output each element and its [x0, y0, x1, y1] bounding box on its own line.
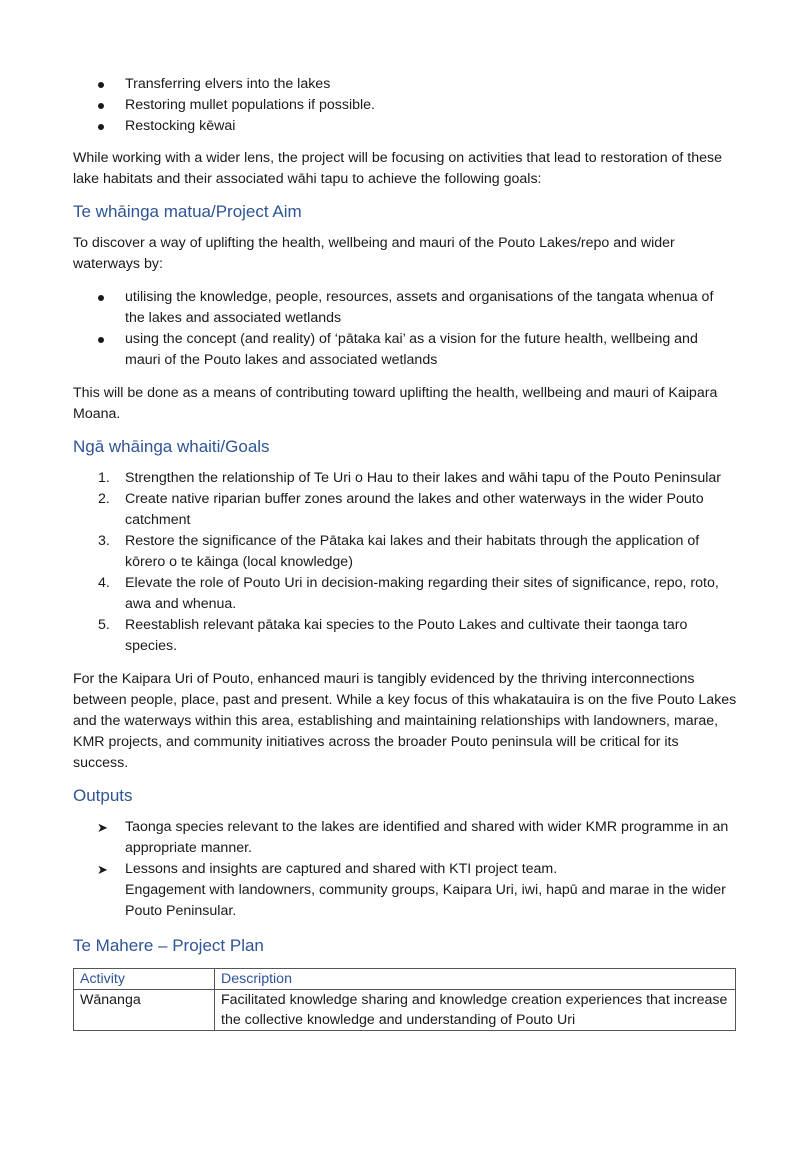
section-heading-plan: Te Mahere – Project Plan [73, 936, 264, 955]
document-body [73, 74, 737, 1031]
arrow-bullet-icon: ➤ [97, 820, 108, 835]
section-heading-goals: Ngā whāinga whaiti/Goals [73, 437, 270, 456]
list-item: ➤ Lessons and insights are captured and shared with KTI project team. Engagement with landowners, community groups, Kaipara Uri, iwi, hapū and marae in the wider Pouto Peninsular. [97, 861, 726, 919]
bullet-icon [98, 82, 104, 88]
intro-paragraph: While working with a wider lens, the project will be focusing on activities that lead to restoration of these lake habitats and their associated wāhi tapu to achieve the following goals: [73, 150, 723, 187]
bullet-icon [98, 295, 104, 301]
list-item: 4. Elevate the role of Pouto Uri in decision-making regarding their sites of significance, repo, roto, awa and whenua. [98, 575, 719, 612]
list-item: 3. Restore the significance of the Pātaka kai lakes and their habitats through the application of kōrero o te kāinga (local knowledge) [98, 533, 700, 570]
column-header-activity: Activity [74, 969, 215, 990]
table-cell: Facilitated knowledge sharing and knowledge creation experiences that increase the collective knowledge and understanding of Pouto Uri [215, 990, 736, 1031]
aim-bullet-list [73, 287, 737, 371]
section-heading-outputs: Outputs [73, 786, 133, 805]
list-item: Restocking kēwai [73, 116, 737, 137]
bullet-icon [98, 337, 104, 343]
table-header-row [74, 969, 736, 990]
list-item: Transferring elvers into the lakes [73, 74, 737, 95]
list-item: ➤ Taonga species relevant to the lakes are identified and shared with wider KMR programme in an appropriate manner. [97, 819, 729, 856]
list-item: 1. Strengthen the relationship of Te Uri o Hau to their lakes and wāhi tapu of the Pouto Peninsular [98, 470, 721, 486]
list-item: utilising the knowledge, people, resources, assets and organisations of the tangata whenua of the lakes and associated wetlands [73, 287, 737, 329]
table-cell: Wānanga [74, 990, 215, 1031]
arrow-bullet-icon: ➤ [97, 862, 108, 877]
table-row [74, 990, 736, 1031]
list-item: 2. Create native riparian buffer zones around the lakes and other waterways in the wider Pouto catchment [98, 491, 704, 528]
aim-paragraph: To discover a way of uplifting the health, wellbeing and mauri of the Pouto Lakes/repo and wider waterways by: [73, 235, 675, 272]
list-item: Restoring mullet populations if possible. [73, 95, 737, 116]
intro-bullet-list [73, 74, 737, 137]
aim-closing-paragraph: This will be done as a means of contributing toward uplifting the health, wellbeing and mauri of Kaipara Moana. [73, 385, 718, 422]
outputs-list [73, 817, 737, 922]
bullet-icon [98, 103, 104, 109]
list-item: 5. Reestablish relevant pātaka kai species to the Pouto Lakes and cultivate their taonga taro species. [98, 617, 688, 654]
goals-closing-paragraph: For the Kaipara Uri of Pouto, enhanced mauri is tangibly evidenced by the thriving interconnections between people, place, past and present. While a key focus of this whakatauira is on the five Pouto Lakes and the waterways within this area, establishing and maintaining relationships with landowners, marae, KMR projects, and community initiatives across the broader Pouto peninsula will be critical for its success. [73, 671, 737, 771]
section-heading-aim: Te whāinga matua/Project Aim [73, 202, 302, 221]
list-item: using the concept (and reality) of ‘pātaka kai’ as a vision for the future health, wellbeing and mauri of the Pouto lakes and associated wetlands [73, 329, 737, 371]
bullet-icon [98, 124, 104, 130]
goals-list [73, 468, 737, 657]
column-header-description: Description [215, 969, 736, 990]
project-plan-table [73, 968, 736, 1031]
